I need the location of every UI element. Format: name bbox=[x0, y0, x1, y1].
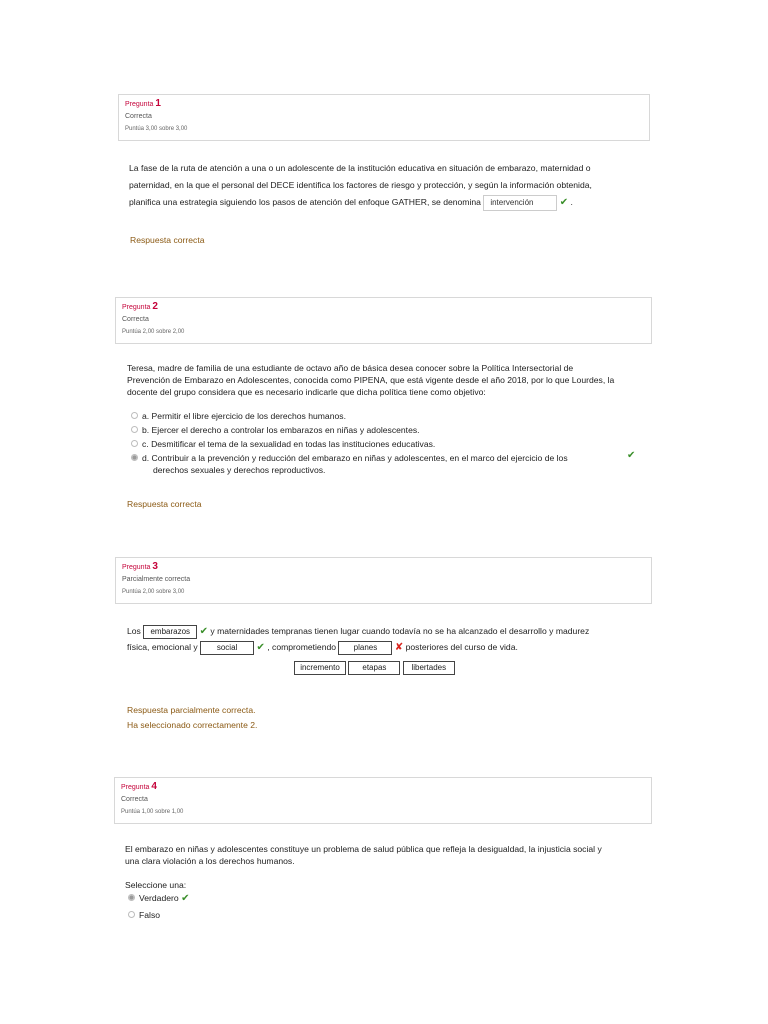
question-4-prompt: Seleccione una: bbox=[125, 880, 187, 890]
question-number: 1 bbox=[155, 98, 161, 109]
question-4-text-line1: El embarazo en niñas y adolescentes constituye un problema de salud pública que refleja la desigualdad, la injusticia social y bbox=[125, 844, 602, 854]
question-4-title bbox=[121, 782, 645, 793]
check-icon: ✔ bbox=[627, 450, 636, 461]
drag-choice[interactable]: etapas bbox=[348, 661, 400, 675]
question-2-grade: Puntúa 2,00 sobre 2,00 bbox=[122, 329, 185, 335]
question-3-text-d: , comprometiendo bbox=[267, 642, 337, 652]
question-number: 3 bbox=[152, 561, 158, 572]
question-1-text-line3-after: . bbox=[570, 197, 573, 207]
question-1-text bbox=[129, 160, 649, 211]
question-4-grade: Puntúa 1,00 sobre 1,00 bbox=[121, 809, 184, 815]
radio-button[interactable] bbox=[131, 412, 138, 419]
option-label: Falso bbox=[139, 910, 161, 920]
question-2-text bbox=[127, 362, 657, 398]
question-3-line1 bbox=[127, 623, 687, 640]
option-label: b. Ejercer el derecho a controlar los embarazos en niñas y adolescentes. bbox=[142, 425, 420, 435]
question-4-text-line2: una clara violación a los derechos humanos. bbox=[125, 856, 295, 866]
question-1-text-line2: paternidad, en la que el personal del DECE identifica los factores de riesgo y protección, y según la información obtenida, bbox=[129, 180, 592, 190]
question-1-title bbox=[125, 99, 643, 110]
check-icon: ✔ bbox=[559, 197, 569, 208]
question-3-state: Parcialmente correcta bbox=[122, 576, 191, 583]
check-icon: ✔ bbox=[199, 626, 209, 637]
option-label: d. Contribuir a la prevención y reducción del embarazo en niñas y adolescentes, en el marco del ejercicio de los bbox=[142, 453, 568, 463]
option-label: c. Desmitificar el tema de la sexualidad en todas las instituciones educativas. bbox=[142, 439, 436, 449]
question-1-grade: Puntúa 3,00 sobre 3,00 bbox=[125, 126, 188, 132]
question-3-feedback-line2: Ha seleccionado correctamente 2. bbox=[127, 720, 258, 730]
question-3-grade: Puntúa 2,00 sobre 3,00 bbox=[122, 589, 185, 595]
question-label: Pregunta bbox=[121, 784, 150, 791]
question-1-state: Correcta bbox=[125, 113, 152, 120]
cross-icon: ✘ bbox=[394, 642, 404, 653]
question-3-title bbox=[122, 562, 645, 573]
question-1-answer-field[interactable]: intervención bbox=[483, 195, 557, 211]
question-4-option-false[interactable] bbox=[128, 909, 328, 921]
question-3-feedback bbox=[127, 703, 257, 733]
radio-button[interactable] bbox=[128, 911, 135, 918]
question-2-text-line2: Prevención de Embarazo en Adolescentes, conocida como PIPENA, que está vigente desde el año 2018, por lo que Lourdes, la bbox=[127, 375, 615, 385]
check-icon: ✔ bbox=[256, 642, 265, 653]
option-label: a. Permitir el libre ejercicio de los derechos humanos. bbox=[142, 411, 346, 421]
question-4-text bbox=[125, 843, 665, 867]
question-3-text-b: y maternidades tempranas tienen lugar cuando todavía no se ha alcanzado el desarrollo y madurez bbox=[210, 626, 590, 636]
question-2-option-c[interactable] bbox=[131, 438, 631, 450]
question-3-text-e: posteriores del curso de vida. bbox=[405, 642, 518, 652]
question-2-info bbox=[115, 297, 652, 344]
question-3-line2 bbox=[127, 639, 687, 656]
question-1-feedback: Respuesta correcta bbox=[130, 235, 205, 245]
question-3-choices bbox=[294, 661, 455, 675]
question-2-title bbox=[122, 302, 645, 313]
drag-choice[interactable]: incremento bbox=[294, 661, 346, 675]
question-3-text-c: física, emocional y bbox=[127, 642, 198, 652]
drop-zone-3[interactable]: planes bbox=[338, 641, 392, 655]
question-4-option-true[interactable] bbox=[128, 892, 328, 905]
question-3-feedback-line1: Respuesta parcialmente correcta. bbox=[127, 705, 256, 715]
question-1-text-line3 bbox=[129, 194, 649, 211]
question-label: Pregunta bbox=[125, 101, 154, 108]
question-1-text-line1: La fase de la ruta de atención a una o un adolescente de la institución educativa en situación de embarazo, maternidad o bbox=[129, 163, 591, 173]
question-number: 4 bbox=[151, 781, 157, 792]
drop-zone-2[interactable]: social bbox=[200, 641, 254, 655]
question-2-text-line3: docente del grupo considera que es necesario indicarle que dicha política tiene como objetivo: bbox=[127, 387, 486, 397]
question-3-text-a: Los bbox=[127, 626, 141, 636]
question-1-info bbox=[118, 94, 650, 141]
question-2-option-b[interactable] bbox=[131, 424, 631, 436]
option-label: Verdadero bbox=[139, 893, 179, 903]
radio-button[interactable] bbox=[131, 426, 138, 433]
question-2-state: Correcta bbox=[122, 316, 149, 323]
question-3-info bbox=[115, 557, 652, 604]
question-2-feedback: Respuesta correcta bbox=[127, 499, 202, 509]
drop-zone-1[interactable]: embarazos bbox=[143, 625, 197, 639]
question-4-state: Correcta bbox=[121, 796, 148, 803]
question-label: Pregunta bbox=[122, 564, 151, 571]
radio-button-selected[interactable] bbox=[128, 894, 135, 901]
radio-button[interactable] bbox=[131, 440, 138, 447]
check-icon: ✔ bbox=[181, 893, 190, 904]
question-label: Pregunta bbox=[122, 304, 151, 311]
drag-choice[interactable]: libertades bbox=[403, 661, 455, 675]
question-1-text-line3-before: planifica una estrategia siguiendo los pasos de atención del enfoque GATHER, se denomina bbox=[129, 197, 481, 207]
question-2-option-d[interactable] bbox=[131, 452, 631, 476]
question-number: 2 bbox=[152, 301, 158, 312]
question-2-option-a[interactable] bbox=[131, 410, 631, 422]
radio-button-selected[interactable] bbox=[131, 454, 138, 461]
option-label-continued: derechos sexuales y derechos reproductivos. bbox=[153, 465, 326, 475]
question-4-info bbox=[114, 777, 652, 824]
question-2-text-line1: Teresa, madre de familia de una estudiante de octavo año de básica desea conocer sobre la Política Intersectorial de bbox=[127, 363, 574, 373]
